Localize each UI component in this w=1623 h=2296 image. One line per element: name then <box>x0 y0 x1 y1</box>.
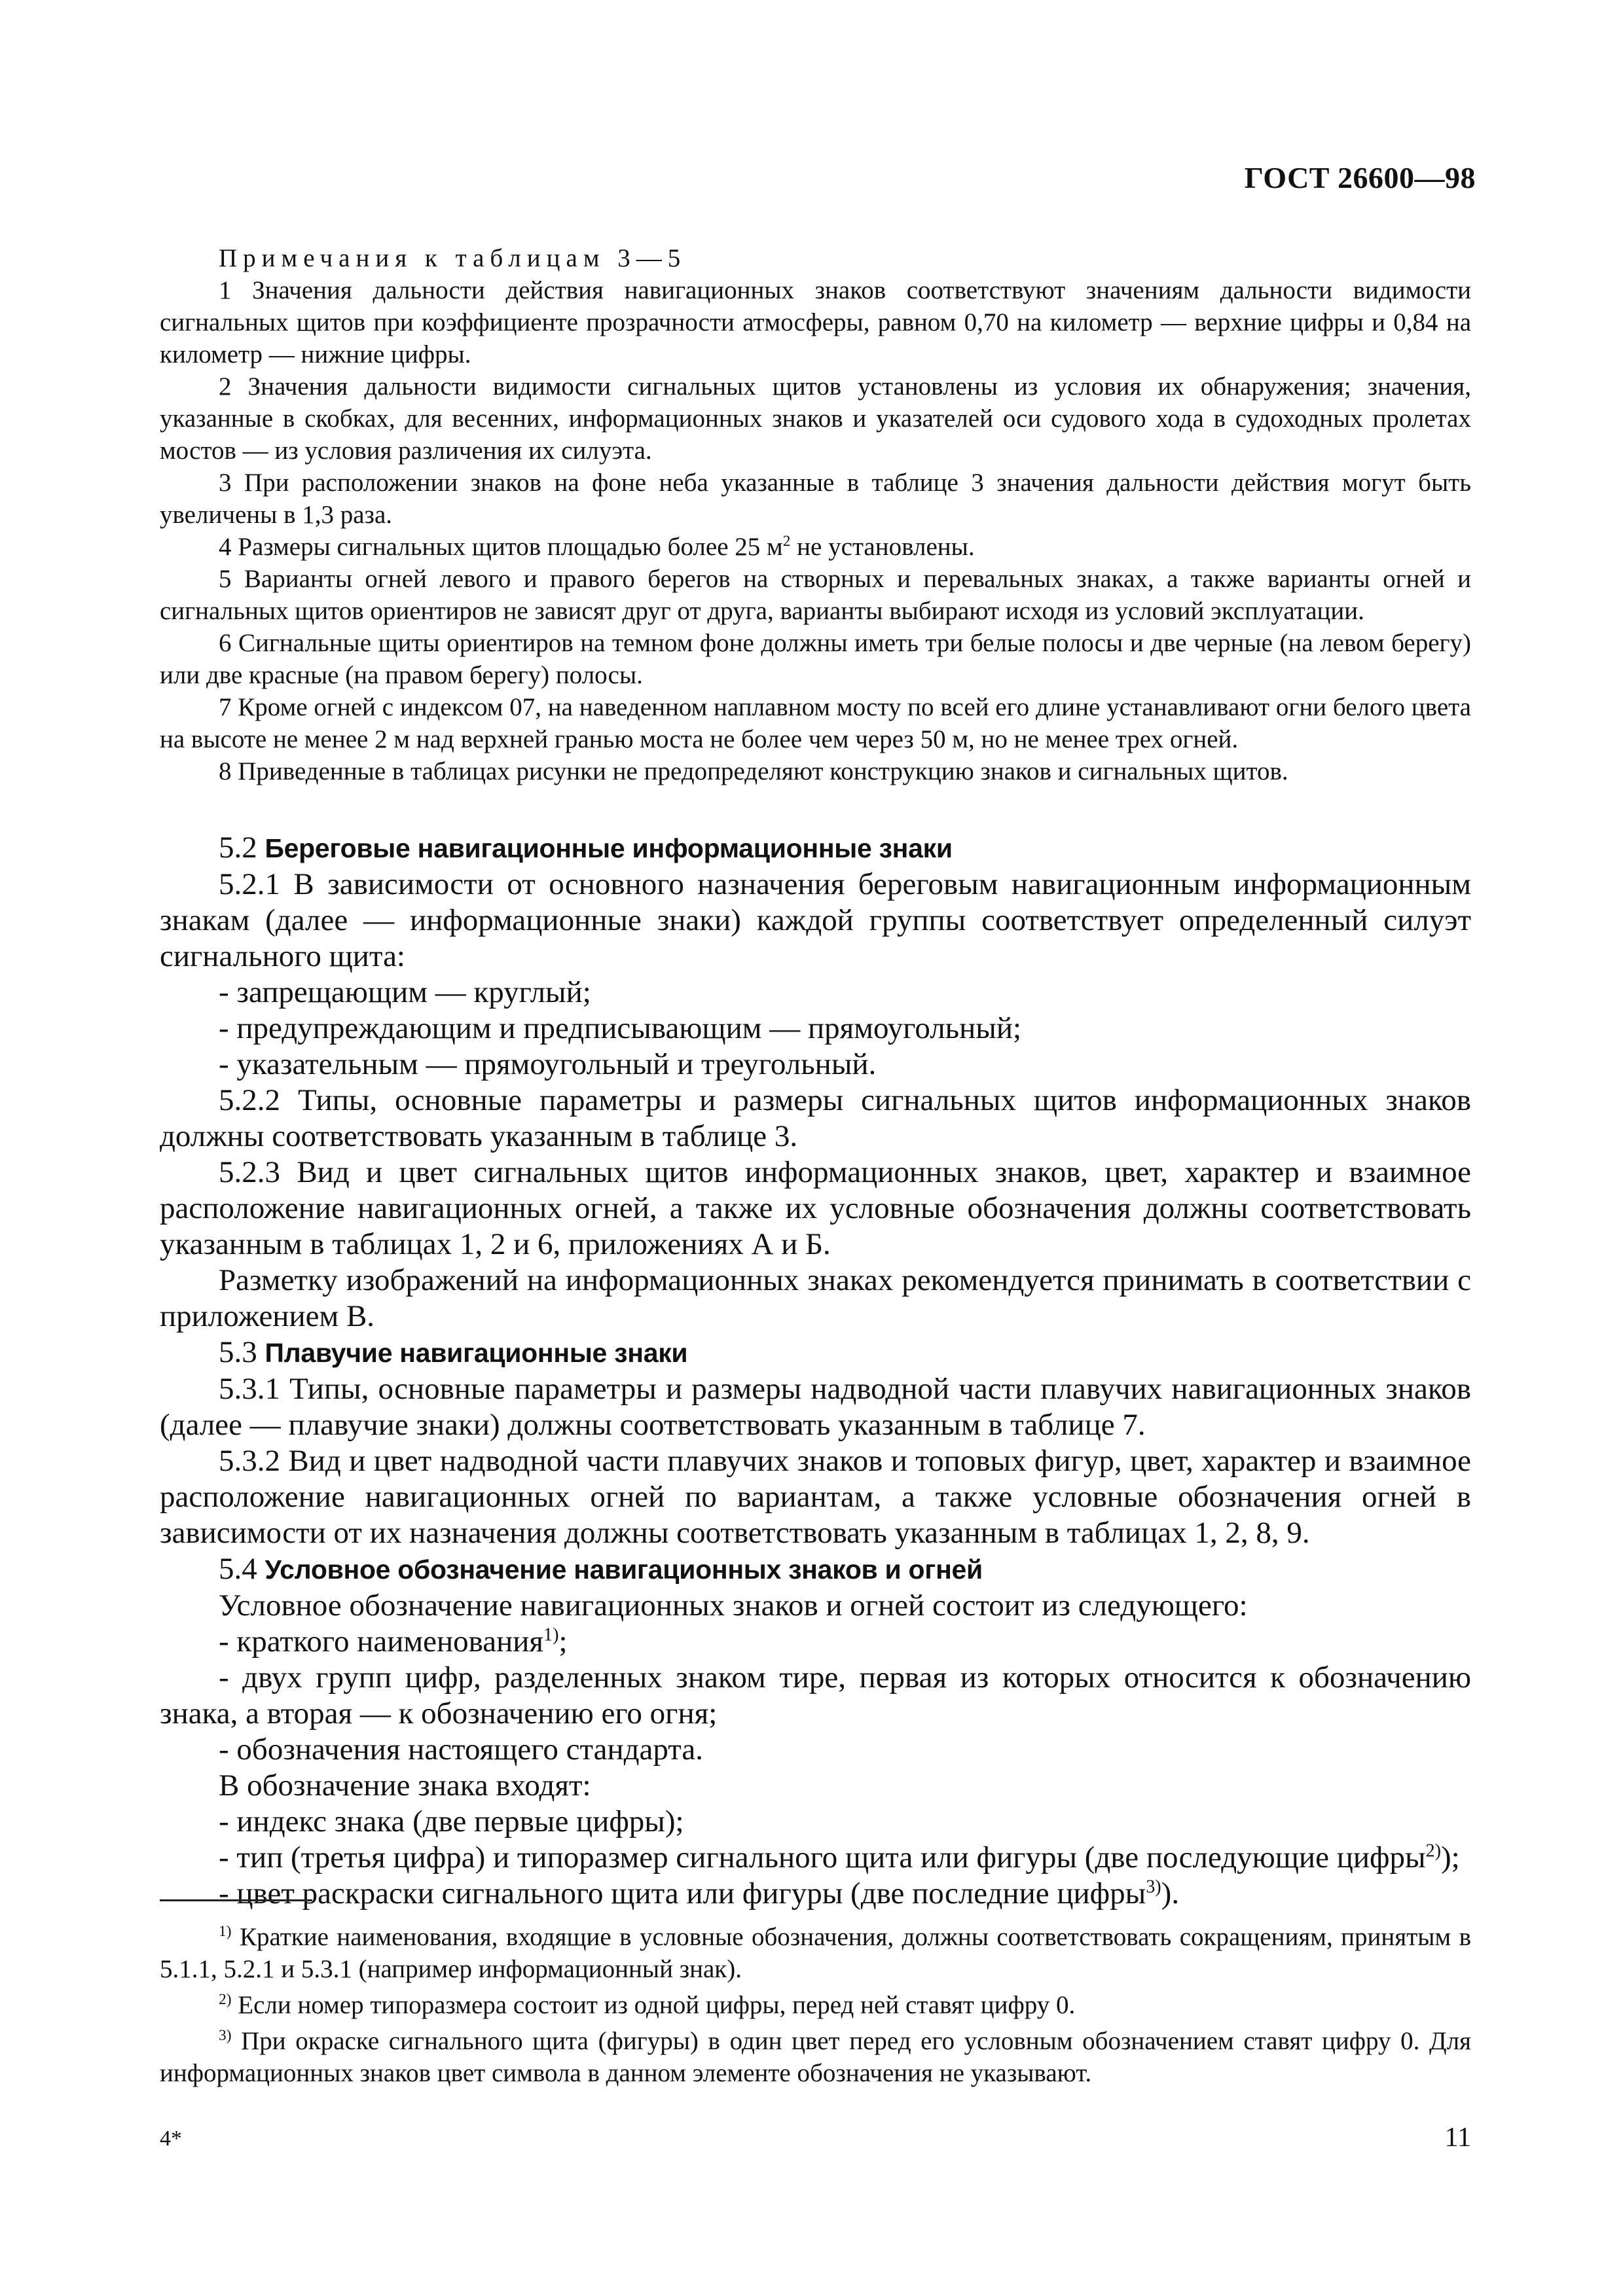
page-number: 11 <box>1444 2123 1471 2153</box>
notes-title: Примечания к таблицам 3—5 <box>219 244 687 272</box>
note-3: 3 При расположении знаков на фоне неба указанные в таблице 3 значения дальности действия могут быть увеличены в 1,3 раза. <box>160 469 1471 529</box>
list-item-tail: ). <box>1161 1876 1180 1910</box>
standard-header: ГОСТ 26600—98 <box>1244 161 1476 194</box>
list-item-text: - цвет раскраски сигнального щита или фигуры (две последние цифры <box>219 1876 1146 1910</box>
section-5-3-heading <box>160 1335 1471 1371</box>
list-item-tail: ); <box>1441 1840 1460 1874</box>
footnote-3 <box>160 2025 1471 2089</box>
footnote-2 <box>160 1989 1471 2021</box>
note-2: 2 Значения дальности видимости сигнальных щитов установлены из условия их обнаружения; значения, указанные в скобках, для весенних, информационных знаков и указателей оси судового хода в судоходных пролетах мостов — из условия различения их силуэта. <box>160 372 1471 465</box>
note-5: 5 Варианты огней левого и правого берегов на створных и перевальных знаках, а также варианты огней и сигнальных щитов ориентиров не зависят друг от друга, варианты выбирают исходя из условий эксплуатации. <box>160 565 1471 625</box>
paragraph-5-4-intro: Условное обозначение навигационных знаков и огней состоит из следующего: <box>219 1588 1248 1623</box>
note-4-tail: не установлены. <box>790 533 975 561</box>
list-item: - предупреждающим и предписывающим — прямоугольный; <box>219 1011 1022 1045</box>
list-item-tail: ; <box>558 1624 568 1659</box>
footnote-1-mark: 1) <box>219 1923 232 1940</box>
list-item <box>160 1840 1471 1876</box>
footnote-ref-1[interactable]: 1) <box>543 1624 559 1645</box>
footnote-ref-3[interactable]: 3) <box>1146 1876 1161 1897</box>
note-4 <box>160 531 1471 563</box>
paragraph-5-3-2: 5.3.2 Вид и цвет надводной части плавучих знаков и топовых фигур, цвет, характер и взаимное расположение навигационных огней по вариантам, а также условные обозначения огней в зависимости от их назначения должны соответствовать указанным в таблицах 1, 2, 8, 9. <box>160 1444 1471 1550</box>
note-1: 1 Значения дальности действия навигационных знаков соответствуют значениям дальности видимости сигнальных щитов при коэффициенте прозрачности атмосферы, равном 0,70 на километр — верхние цифры и 0,84 на километр — нижние цифры. <box>160 276 1471 368</box>
section-5-2-heading <box>160 830 1471 867</box>
main-text <box>160 830 1471 1912</box>
footnote-1-text: Краткие наименования, входящие в условные обозначения, должны соответствовать сокращениям, принятым в 5.1.1, 5.2.1 и 5.3.1 (например информационный знак). <box>160 1923 1471 1983</box>
list-item: - указательным — прямоугольный и треугольный. <box>219 1047 877 1081</box>
footnote-2-mark: 2) <box>219 1991 232 2008</box>
section-5-2-number: 5.2 <box>219 831 265 865</box>
note-4-text: 4 Размеры сигнальных щитов площадью более 25 м <box>219 533 783 561</box>
footnote-3-mark: 3) <box>219 2027 232 2044</box>
list-item: - запрещающим — круглый; <box>219 975 591 1009</box>
list-item-text: - тип (третья цифра) и типоразмер сигнального щита или фигуры (две последующие цифры <box>219 1840 1426 1874</box>
paragraph-5-2-2: 5.2.2 Типы, основные параметры и размеры сигнальных щитов информационных знаков должны соответствовать указанным в таблице 3. <box>160 1083 1471 1153</box>
note-6: 6 Сигнальные щиты ориентиров на темном фоне должны иметь три белые полосы и две черные (на левом берегу) или две красные (на правом берегу) полосы. <box>160 629 1471 689</box>
list-item <box>160 1624 1471 1660</box>
paragraph-5-2-3: 5.2.3 Вид и цвет сигнальных щитов информационных знаков, цвет, характер и взаимное расположение навигационных огней, а также их условные обозначения должны соответствовать указанным в таблицах 1, 2 и 6, приложениях А и Б. <box>160 1155 1471 1261</box>
list-item: - индекс знака (две первые цифры); <box>219 1804 684 1839</box>
section-5-4-number: 5.4 <box>219 1552 265 1586</box>
section-5-3-number: 5.3 <box>219 1335 265 1369</box>
paragraph-marking: Разметку изображений на информационных знаках рекомендуется принимать в соответствии с приложением В. <box>160 1263 1471 1333</box>
note-8: 8 Приведенные в таблицах рисунки не предопределяют конструкцию знаков и сигнальных щитов. <box>219 757 1288 785</box>
note-7: 7 Кроме огней с индексом 07, на наведенном наплавном мосту по всей его длине устанавливают огни белого цвета на высоте не менее 2 м над верхней гранью моста не более чем через 50 м, но не менее трех огней. <box>160 693 1471 753</box>
table-notes <box>160 242 1471 787</box>
section-5-3-title: Плавучие навигационные знаки <box>264 1338 688 1368</box>
list-item: - двух групп цифр, разделенных знаком тире, первая из которых относится к обозначению знака, а вторая — к обозначению его огня; <box>160 1660 1471 1731</box>
paragraph-includes: В обозначение знака входят: <box>219 1768 591 1803</box>
section-5-2-title: Береговые навигационные информационные знаки <box>264 833 953 863</box>
footnote-1 <box>160 1921 1471 1985</box>
section-5-4-title: Условное обозначение навигационных знаков и огней <box>264 1554 983 1585</box>
list-item: - обозначения настоящего стандарта. <box>219 1732 703 1767</box>
footnote-divider <box>160 1899 312 1901</box>
footnote-2-text: Если номер типоразмера состоит из одной цифры, перед ней ставят цифру 0. <box>231 1991 1076 2019</box>
paragraph-5-3-1: 5.3.1 Типы, основные параметры и размеры надводной части плавучих навигационных знаков (далее — плавучие знаки) должны соответствовать указанным в таблице 7. <box>160 1372 1471 1442</box>
footnote-3-text: При окраске сигнального щита (фигуры) в один цвет перед его условным обозначением ставят цифру 0. Для информационных знаков цвет символа в данном элементе обозначения не указывают. <box>160 2027 1471 2087</box>
footnote-ref-2[interactable]: 2) <box>1425 1840 1442 1861</box>
sheet-marker: 4* <box>160 2126 182 2151</box>
footnotes <box>160 1921 1471 2093</box>
section-5-4-heading <box>160 1551 1471 1588</box>
paragraph-5-2-1: 5.2.1 В зависимости от основного назначения береговым навигационным информационным знакам (далее — информационные знаки) каждой группы соответствует определенный силуэт сигнального щита: <box>160 867 1471 973</box>
note-4-sup: 2 <box>782 533 791 550</box>
list-item <box>160 1876 1471 1912</box>
list-item-text: - краткого наименования <box>219 1624 544 1659</box>
